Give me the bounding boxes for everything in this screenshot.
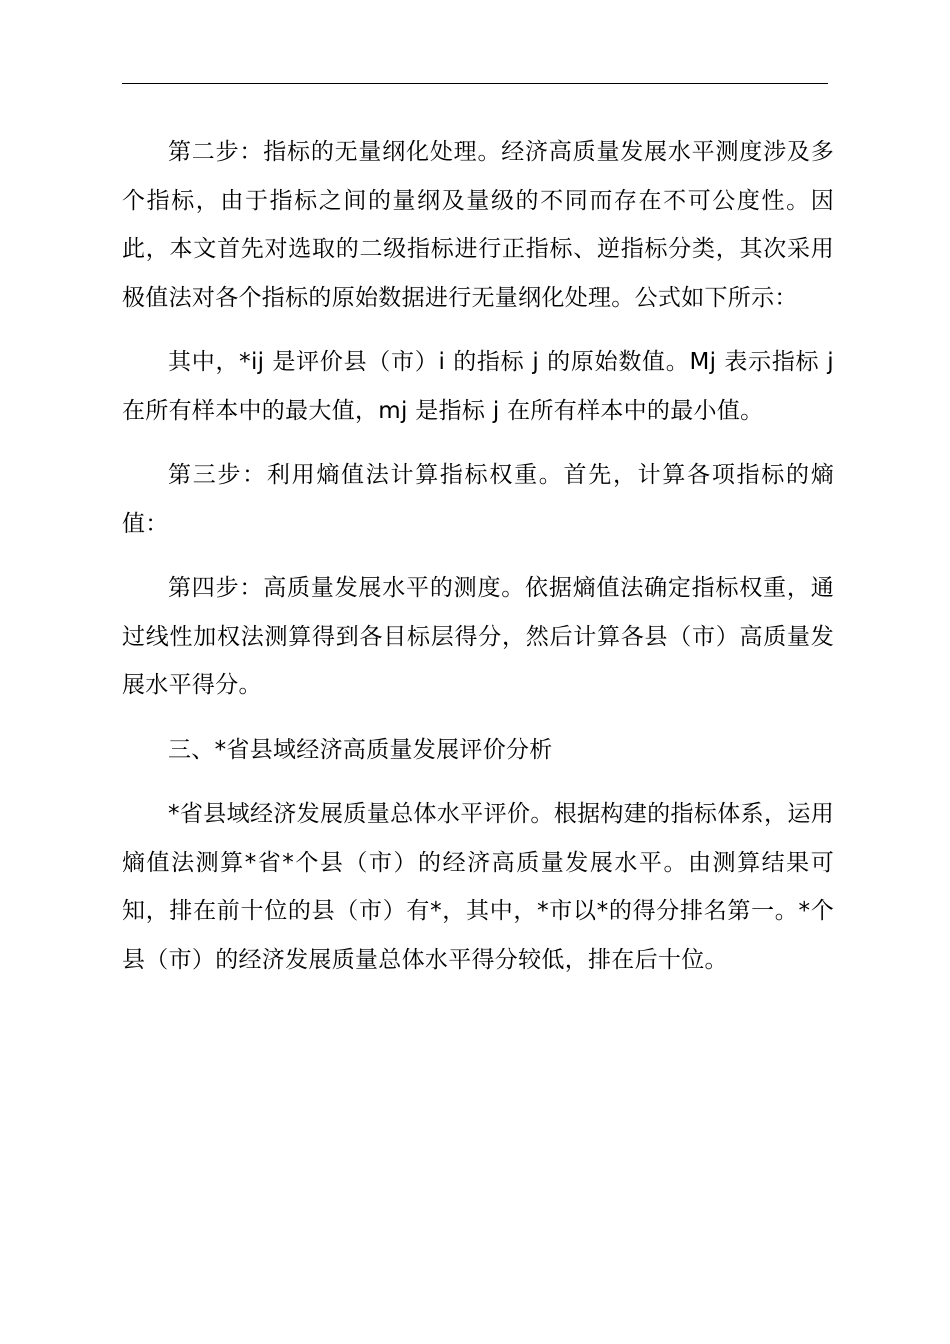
paragraph-step-two: 第二步：指标的无量纲化处理。经济高质量发展水平测度涉及多个指标，由于指标之间的量纲及量级的不同而存在不可公度性。因此，本文首先对选取的二级指标进行正指标、逆指标分类，其次采用极值法对各个指标的原始数据进行无量纲化处理。公式如下所示：: [122, 139, 834, 311]
document-body: [122, 128, 834, 1000]
paragraph-formula-explanation: 其中，*ij 是评价县（市）i 的指标 j 的原始数值。Mj 表示指标 j 在所有样本中的最大值，mj 是指标 j 在所有样本中的最小值。: [122, 349, 834, 424]
paragraph-overall-evaluation: *省县域经济发展质量总体水平评价。根据构建的指标体系，运用熵值法测算*省*个县（市）的经济高质量发展水平。由测算结果可知，排在前十位的县（市）有*，其中，*市以*的得分排名第一。*个县（市）的经济发展质量总体水平得分较低，排在后十位。: [122, 801, 834, 973]
paragraph-step-three: 第三步：利用熵值法计算指标权重。首先，计算各项指标的熵值：: [122, 462, 834, 537]
section-heading-three: 三、*省县域经济高质量发展评价分析: [168, 736, 553, 763]
header-rule: [122, 83, 828, 84]
paragraph-step-four: 第四步：高质量发展水平的测度。依据熵值法确定指标权重，通过线性加权法测算得到各目标层得分，然后计算各县（市）高质量发展水平得分。: [122, 575, 834, 698]
